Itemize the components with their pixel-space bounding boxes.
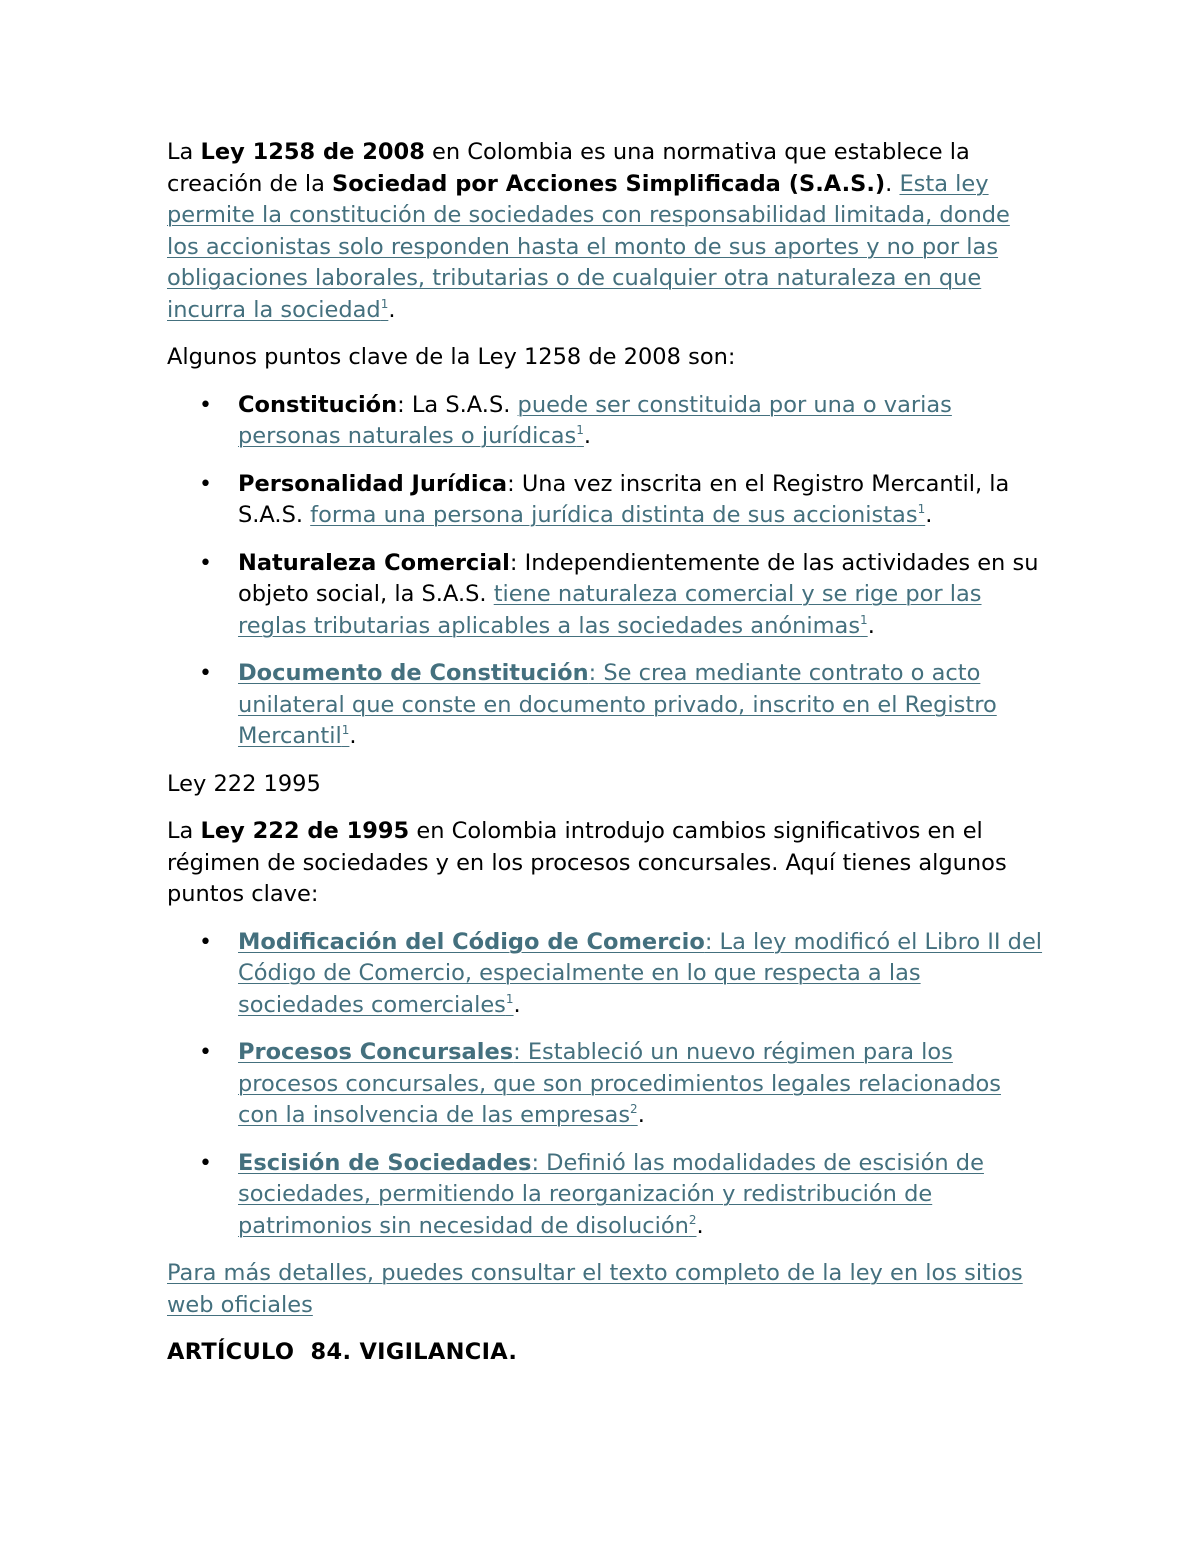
footnote-ref: 1 (505, 991, 514, 1006)
list-item (167, 1148, 1047, 1243)
item-text: . (637, 1102, 645, 1128)
list-item (167, 390, 1047, 453)
citation-link-text: : Se crea mediante contrato o acto unilateral que conste en documento privado, inscrito en el Registro Mercantil (238, 660, 997, 749)
footnote-ref: 1 (860, 612, 868, 627)
item-text: . (513, 991, 521, 1018)
more-details-paragraph (167, 1258, 1047, 1321)
footnote-ref: 1 (380, 296, 389, 311)
key-points-intro: Algunos puntos clave de la Ley 1258 de 2008 son: (167, 344, 736, 370)
citation-link-text: : La ley modificó el Libro II del Código de Comercio, especialmente en lo que respecta a las sociedades comerciales (238, 928, 1043, 1018)
intro-text: . (885, 170, 900, 197)
citation-link-text: Esta ley permite la constitución de sociedades con responsabilidad limitada, donde los accionistas solo responden hasta el monto de sus aportes y no por las obligaciones laborales, tributarias o de cualquier otra naturaleza en que incurra la sociedad (167, 170, 1010, 323)
law-222-key-points (167, 927, 1047, 1243)
law-1258-name: Ley 1258 de 2008 (200, 139, 425, 165)
item-text: : La S.A.S. (397, 391, 518, 418)
list-item (167, 1037, 1047, 1132)
section-label-ley-222: Ley 222 1995 (167, 770, 321, 797)
item-title: Procesos Concursales (238, 1039, 514, 1065)
item-text: . (583, 423, 592, 449)
sas-name: Sociedad por Acciones Simplificada (S.A.S.) (332, 170, 886, 197)
citation-link[interactable] (238, 1039, 1001, 1128)
item-text: . (867, 612, 875, 639)
intro-text: . (388, 296, 396, 323)
citation-link-text: forma una persona jurídica distinta de sus accionistas (310, 502, 918, 528)
citation-link-text: : Estableció un nuevo régimen para los procesos concursales, que son procedimientos legales relacionados con la insolvencia de las empresas (238, 1039, 1001, 1128)
item-title: Naturaleza Comercial (238, 549, 510, 576)
item-title: Personalidad Jurídica (238, 470, 508, 497)
item-title: Documento de Constitución (238, 660, 589, 686)
paragraph-text: La (167, 818, 201, 844)
law-222-name: Ley 222 de 1995 (200, 818, 410, 844)
citation-link-text: : Definió las modalidades de escisión de sociedades, permitiendo la reorganización y redistribución de patrimonios sin necesidad de disolución (238, 1149, 984, 1239)
footnote-ref: 1 (917, 502, 926, 516)
citation-link-text: tiene naturaleza comercial y se rige por las reglas tributarias aplicables a las sociedades anónimas (238, 581, 982, 639)
footnote-ref: 1 (341, 723, 350, 737)
intro-text: La (167, 139, 201, 165)
item-text: . (696, 1212, 704, 1239)
list-item (167, 548, 1047, 643)
footnote-ref: 1 (576, 423, 584, 437)
paragraph-text: en Colombia introdujo cambios significativos en el régimen de sociedades y en los procesos concursales. Aquí tienes algunos puntos clave: (167, 818, 1007, 907)
law-1258-key-points (167, 390, 1047, 753)
item-title: Constitución (238, 391, 398, 418)
citation-link[interactable] (238, 1150, 984, 1239)
item-text: : Independientemente de las actividades en su objeto social, la S.A.S. (238, 549, 1039, 607)
item-title: Escisión de Sociedades (238, 1149, 532, 1176)
article-84-heading: ARTÍCULO 84. VIGILANCIA. (167, 1339, 518, 1365)
citation-link-text: puede ser constituida por una o varias personas naturales o jurídicas (238, 391, 952, 449)
document-body (167, 137, 1047, 1385)
citation-link[interactable] (238, 929, 1042, 1018)
item-text: . (349, 723, 357, 749)
intro-text: en Colombia es una normativa que establece la creación de la (167, 139, 970, 197)
citation-link[interactable] (310, 502, 925, 528)
footnote-ref: 2 (630, 1102, 638, 1116)
list-item (167, 927, 1047, 1022)
footnote-ref: 2 (688, 1212, 697, 1227)
item-title: Modificación del Código de Comercio (238, 928, 705, 955)
item-text: . (925, 502, 933, 528)
list-item (167, 469, 1047, 532)
list-item (167, 658, 1047, 753)
ley-222-paragraph (167, 816, 1047, 911)
official-sites-link[interactable]: Para más detalles, puedes consultar el texto completo de la ley en los sitios web oficiales (167, 1260, 1023, 1318)
intro-paragraph (167, 137, 1047, 326)
item-text: : Una vez inscrita en el Registro Mercantil, la S.A.S. (238, 470, 1010, 528)
